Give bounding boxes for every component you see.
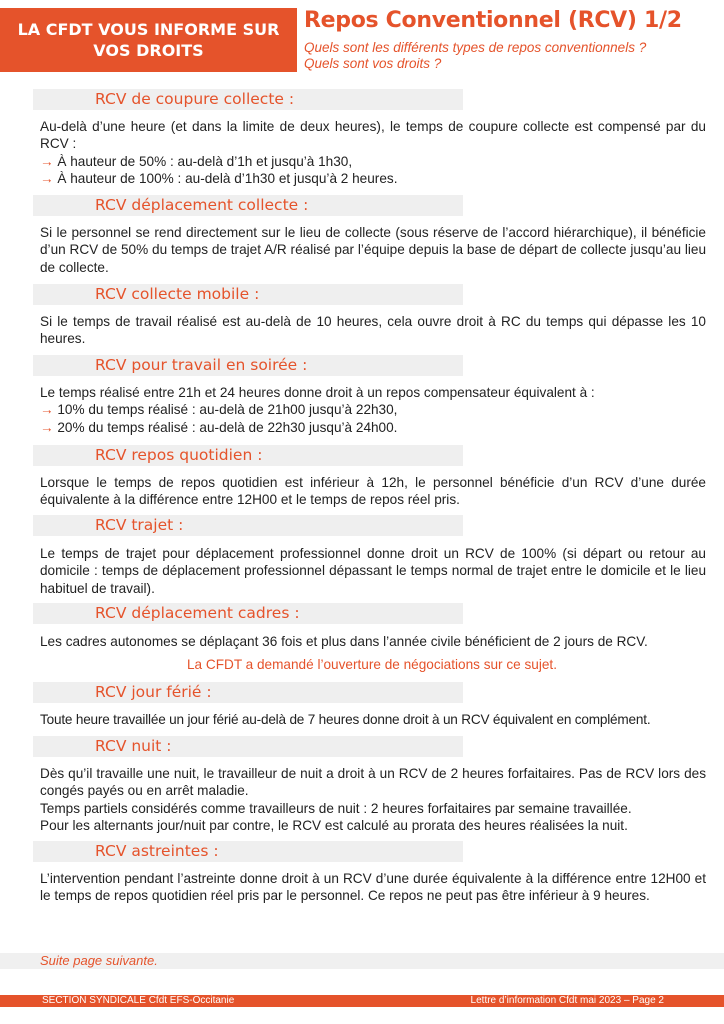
paragraph: Pour les alternants jour/nuit par contre, le RCV est calculé au prorata des heures réalisées la nuit. bbox=[40, 817, 628, 833]
bullet-text: À hauteur de 50% : au-delà d’1h et jusqu’à 1h30, bbox=[57, 153, 353, 169]
paragraph: Si le temps de travail réalisé est au-delà de 10 heures, cela ouvre droit à RC du temps qui dépasse les 10 heures. bbox=[40, 314, 706, 347]
section-heading-text: RCV jour férié : bbox=[95, 683, 212, 701]
section-heading-text: RCV trajet : bbox=[95, 516, 184, 534]
bullet-item bbox=[40, 153, 706, 170]
arrow-right-icon: → bbox=[40, 153, 54, 169]
page-subtitle bbox=[304, 40, 646, 71]
paragraph: Si le personnel se rend directement sur le lieu de collecte (sous réserve de l’accord hiérarchique), il bénéficie d’un RCV de 50% du temps de trajet A/R réalisé par l’équipe depuis la base de départ de collecte jusqu’au lieu de collecte. bbox=[40, 225, 706, 275]
page-footer bbox=[0, 995, 724, 1007]
section-heading-text: RCV de coupure collecte : bbox=[95, 90, 295, 108]
section-heading bbox=[33, 284, 463, 305]
bullet-item bbox=[40, 401, 706, 418]
arrow-right-icon: → bbox=[40, 170, 54, 186]
section-body bbox=[40, 765, 706, 834]
section-heading-text: RCV déplacement cadres : bbox=[95, 604, 300, 622]
subtitle-line-1: Quels sont les différents types de repos conventionnels ? bbox=[304, 40, 647, 55]
paragraph: Dès qu’il travaille une nuit, le travailleur de nuit a droit à un RCV de 2 heures forfaitaires. Pas de RCV lors des congés payés ou en arrêt maladie. bbox=[40, 766, 706, 799]
section-heading bbox=[33, 355, 463, 376]
section-body bbox=[40, 870, 706, 905]
page-title: Repos Conventionnel (RCV) 1/2 bbox=[304, 8, 682, 33]
section-heading bbox=[33, 841, 463, 862]
section-body bbox=[40, 224, 706, 276]
section-body bbox=[40, 474, 706, 509]
bullet-text: 20% du temps réalisé : au-delà de 22h30 jusqu’à 24h00. bbox=[57, 419, 398, 435]
section-body bbox=[40, 711, 706, 728]
paragraph: Temps partiels considérés comme travailleurs de nuit : 2 heures forfaitaires par semaine travaillée. bbox=[40, 800, 632, 816]
bullet-text: À hauteur de 100% : au-delà d’1h30 et jusqu’à 2 heures. bbox=[57, 170, 398, 186]
footer-page-label: Lettre d’information Cfdt mai 2023 – Page 2 bbox=[470, 995, 664, 1006]
paragraph: Le temps de trajet pour déplacement professionnel donne droit un RCV de 100% (si départ ou retour au domicile : temps de déplacement professionnel dépassant le temps normal de trajet entre le domicile et le lieu habituel de travail). bbox=[40, 546, 706, 596]
paragraph: Lorsque le temps de repos quotidien est inférieur à 12h, le personnel bénéficie d’un RCV d’une durée équivalente à la différence entre 12H00 et le temps de repos réel pris. bbox=[40, 475, 706, 508]
section-heading bbox=[33, 515, 463, 536]
continuation-text: Suite page suivante. bbox=[40, 953, 158, 968]
banner-line-1: LA CFDT VOUS INFORME SUR bbox=[17, 20, 280, 39]
continuation-bar bbox=[0, 953, 724, 969]
paragraph: Au-delà d’une heure (et dans la limite de deux heures), le temps de coupure collecte est compensé par du RCV : bbox=[40, 119, 706, 152]
paragraph: Le temps réalisé entre 21h et 24 heures donne droit à un repos compensateur équivalent à : bbox=[40, 385, 595, 400]
banner-line-2: VOS DROITS bbox=[93, 41, 204, 60]
section-heading bbox=[33, 682, 463, 703]
section-heading-text: RCV collecte mobile : bbox=[95, 285, 260, 303]
bullet-item bbox=[40, 170, 706, 187]
subtitle-line-2: Quels sont vos droits ? bbox=[304, 55, 442, 71]
section-heading-text: RCV astreintes : bbox=[95, 842, 219, 860]
section-heading-text: RCV nuit : bbox=[95, 737, 172, 755]
paragraph: L’intervention pendant l’astreinte donne droit à un RCV d’une durée équivalente à la différence entre 12H00 et le temps de repos quotidien réel pris par le personnel. Ce repos ne peut pas être inférieur à 9 heures. bbox=[40, 871, 706, 904]
footer-section-label: SECTION SYNDICALE Cfdt EFS-Occitanie bbox=[42, 995, 235, 1006]
section-heading-text: RCV pour travail en soirée : bbox=[95, 356, 308, 374]
section-heading bbox=[33, 445, 463, 466]
section-body bbox=[40, 118, 706, 187]
section-body bbox=[40, 545, 706, 597]
bullet-text: 10% du temps réalisé : au-delà de 21h00 jusqu’à 22h30, bbox=[57, 402, 398, 418]
section-heading bbox=[33, 195, 463, 216]
header-banner bbox=[0, 8, 297, 72]
section-body bbox=[40, 313, 706, 348]
section-body bbox=[40, 633, 706, 650]
section-heading-text: RCV déplacement collecte : bbox=[95, 196, 309, 214]
section-heading-text: RCV repos quotidien : bbox=[95, 446, 263, 464]
bullet-item bbox=[40, 419, 706, 436]
section-heading bbox=[33, 603, 463, 624]
section-heading bbox=[33, 736, 463, 757]
section-heading bbox=[33, 89, 463, 110]
arrow-right-icon: → bbox=[40, 419, 54, 435]
section-body bbox=[40, 384, 706, 436]
paragraph: Toute heure travaillée un jour férié au-delà de 7 heures donne droit à un RCV équivalent en complément. bbox=[40, 712, 651, 727]
arrow-right-icon: → bbox=[40, 402, 54, 418]
paragraph: Les cadres autonomes se déplaçant 36 fois et plus dans l’année civile bénéficient de 2 jours de RCV. bbox=[40, 634, 648, 649]
cfdt-note: La CFDT a demandé l’ouverture de négociations sur ce sujet. bbox=[186, 657, 557, 672]
